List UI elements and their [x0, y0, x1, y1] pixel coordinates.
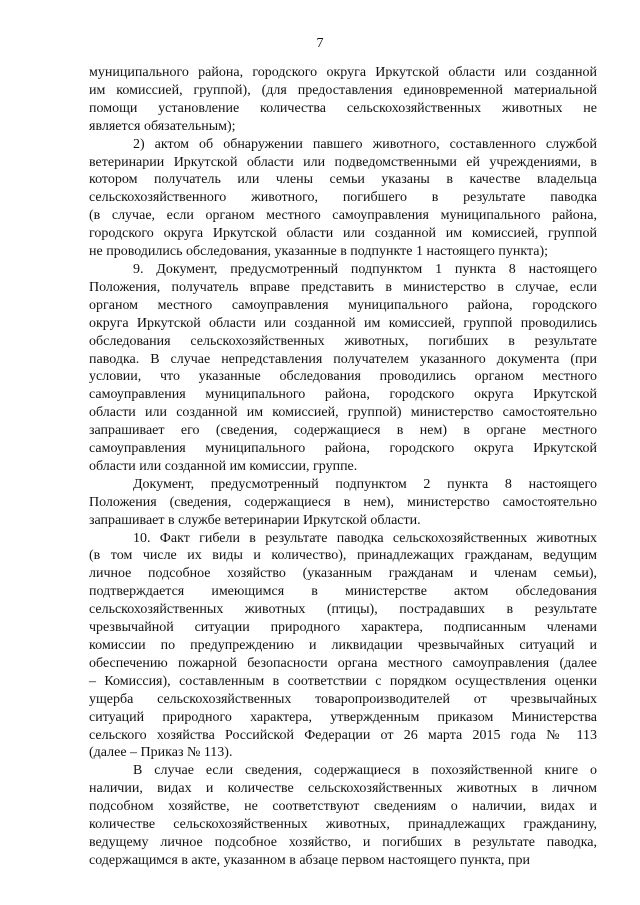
text-line: самоуправления муниципального района, городского округа Иркутской	[89, 441, 597, 457]
text-line: Документ, предусмотренный подпунктом 2 пункта 8 настоящего	[133, 476, 597, 492]
text-line: Положения, получатель вправе представить в министерство в случае, если	[89, 279, 597, 295]
text-line: сельского хозяйства Российской Федерации от 26 марта 2015 года № 113	[89, 727, 597, 743]
text-line: запрашивает его (сведения, содержащиеся в нем) в органе местного	[89, 423, 597, 439]
text-line: им комиссией, группой), (для предоставления единовременной материальной	[89, 82, 597, 98]
text-line: личное подсобное хозяйство (указанным гражданам и членам семьи),	[89, 566, 597, 582]
text-line: условии, что указанные обследования проводились органом местного	[89, 369, 597, 385]
text-line: 9. Документ, предусмотренный подпунктом 1 пункта 8 настоящего	[133, 261, 597, 277]
paragraph	[89, 64, 597, 136]
text-line: ветеринарии Иркутской области или подведомственными ей учреждениями, в	[89, 154, 597, 170]
text-line: Положения (сведения, содержащиеся в нем), министерство самостоятельно	[89, 494, 597, 510]
text-line: чрезвычайной ситуации природного характера, подписанным членами	[89, 620, 597, 636]
text-line: комиссии по предупреждению и ликвидации чрезвычайных ситуаций и	[89, 638, 597, 653]
text-line: самоуправления муниципального района, городского округа Иркутской	[89, 387, 597, 403]
document-body	[89, 64, 597, 870]
text-line: – Комиссия), составленным в соответствии с порядком осуществления оценки	[89, 673, 597, 689]
text-line: области или созданной им комиссии, группе.	[89, 458, 358, 474]
paragraph	[89, 261, 597, 476]
text-line: обеспечению пожарной безопасности органа местного самоуправления (далее	[89, 655, 597, 671]
text-line: содержащимся в акте, указанном в абзаце первом настоящего пункта, при	[89, 852, 530, 868]
text-line: 2) актом об обнаружении павшего животного, составленного службой	[133, 136, 597, 152]
text-line: обследования сельскохозяйственных животных, погибших в результате	[89, 333, 597, 349]
text-line: ситуаций природного характера, утвержденным приказом Министерства	[89, 709, 597, 725]
text-line: паводка. В случае непредставления получателем указанного документа (при	[89, 351, 597, 367]
text-line: муниципального района, городского округа Иркутской области или созданной	[89, 65, 597, 80]
text-line: органом местного самоуправления муниципального района, городского	[89, 297, 597, 313]
text-line: количестве сельскохозяйственных животных, принадлежащих гражданину,	[89, 817, 597, 833]
text-line: котором получатель или члены семьи указаны в качестве владельца	[89, 172, 597, 188]
paragraph	[89, 530, 597, 763]
text-line: сельскохозяйственного животного, погибшего в результате паводка	[89, 190, 597, 206]
text-line: сельскохозяйственных животных (птицы), пострадавших в результате	[89, 602, 597, 618]
text-line: 10. Факт гибели в результате паводка сельскохозяйственных животных	[133, 530, 597, 546]
text-line: В случае если сведения, содержащиеся в похозяйственной книге о	[133, 763, 597, 779]
text-line: подсобном хозяйстве, не соответствуют сведениям о наличии, видах и	[89, 799, 597, 815]
text-line: (далее – Приказ № 113).	[89, 745, 233, 761]
text-line: области или созданной им комиссией, группой) министерство самостоятельно	[89, 405, 597, 421]
text-line: городского округа Иркутской области или созданной им комиссией, группой	[89, 226, 597, 242]
text-line: наличии, видах и количестве сельскохозяйственных животных в личном	[89, 781, 597, 797]
page-number: 7	[316, 36, 324, 51]
text-line: ведущему личное подсобное хозяйство, и погибших в результате паводка,	[89, 834, 597, 850]
text-line: является обязательным);	[89, 118, 236, 134]
text-line: округа Иркутской области или созданной им комиссией, группой проводились	[89, 315, 597, 331]
paragraph	[89, 136, 597, 261]
text-line: помощи установление количества сельскохозяйственных животных не	[89, 100, 597, 116]
text-line: подтверждается имеющимся в министерстве актом обследования	[89, 584, 597, 600]
text-line: не проводились обследования, указанные в подпункте 1 настоящего пункта);	[89, 244, 549, 260]
text-line: ущерба сельскохозяйственных товаропроизводителей от чрезвычайных	[89, 691, 597, 707]
text-line: (в случае, если органом местного самоуправления муниципального района,	[89, 208, 597, 224]
paragraph	[89, 762, 597, 869]
text-line: (в том числе их виды и количество), принадлежащих гражданам, ведущим	[89, 548, 597, 564]
text-line: запрашивает в службе ветеринарии Иркутской области.	[89, 512, 421, 528]
paragraph	[89, 476, 597, 530]
